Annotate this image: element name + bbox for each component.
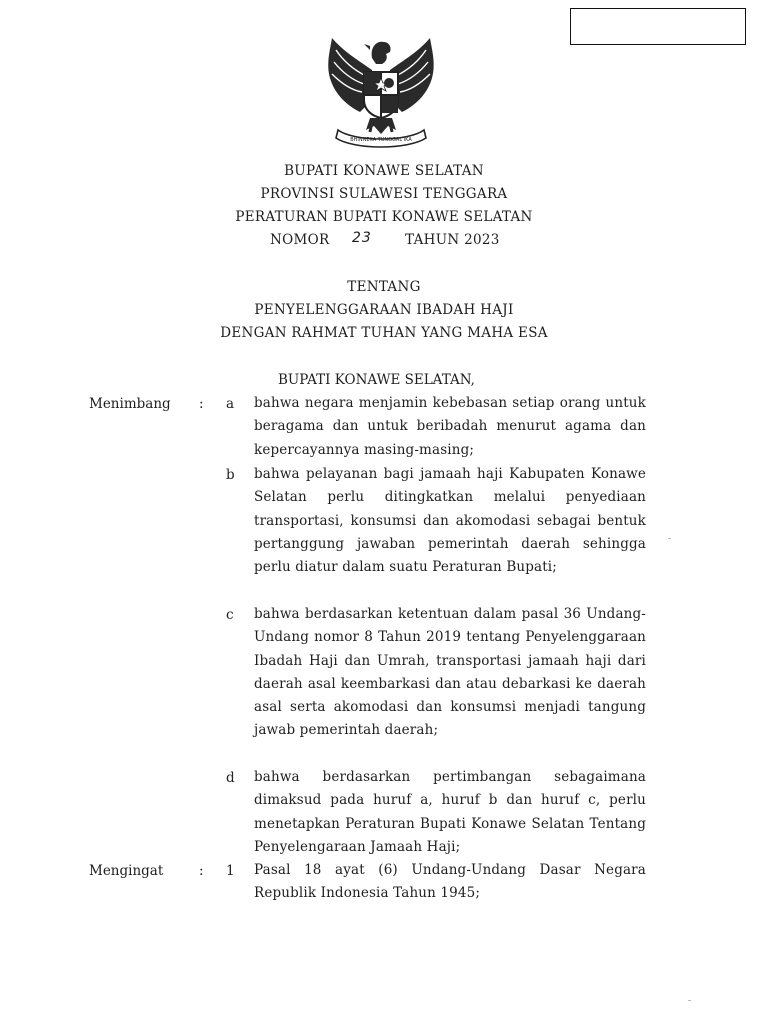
stamp-box	[570, 8, 746, 45]
menimbang-item-a: bahwa negara menjamin kebebasan setiap orang untuk beragama dan untuk beribadah menurut agama dan kepercayannya masing-masing;	[254, 395, 646, 458]
menimbang-label: Menimbang	[89, 396, 171, 412]
menimbang-marker-b: b	[226, 467, 235, 483]
menimbang-marker-d: d	[226, 770, 235, 786]
mengingat-item-1: Pasal 18 ayat (6) Undang-Undang Dasar Negara Republik Indonesia Tahun 1945;	[254, 862, 646, 902]
scan-speck	[668, 538, 671, 539]
garuda-emblem-icon	[314, 30, 448, 150]
nomor-label: NOMOR	[270, 232, 330, 248]
header-province: PROVINSI SULAWESI TENGGARA	[260, 186, 508, 202]
mengingat-marker-1: 1	[226, 863, 235, 879]
emblem-motto: BHINNEKA TUNGGAL IKA	[350, 137, 412, 143]
mengingat-colon: :	[199, 863, 204, 879]
title-subject: PENYELENGGARAAN IBADAH HAJI	[254, 302, 514, 318]
mengingat-label: Mengingat	[89, 863, 164, 879]
menimbang-colon: :	[199, 396, 204, 412]
scan-speck	[688, 1000, 691, 1001]
issuer-line: BUPATI KONAWE SELATAN,	[278, 372, 475, 388]
title-tentang: TENTANG	[347, 279, 421, 295]
menimbang-item-b: bahwa pelayanan bagi jamaah haji Kabupaten Konawe Selatan perlu ditingkatkan melalui penyediaan transportasi, konsumsi dan akomodasi sebagai bentuk pertanggung jawaban pemerintah daerah sehingga perlu diatur dalam suatu Peraturan Bupati;	[254, 466, 646, 576]
title-preamble: DENGAN RAHMAT TUHAN YANG MAHA ESA	[220, 325, 548, 341]
menimbang-item-d: bahwa berdasarkan pertimbangan sebagaimana dimaksud pada huruf a, huruf b dan huruf c, perlu menetapkan Peraturan Bupati Konawe Selatan Tentang Penyelengaraan Jamaah Haji;	[254, 769, 646, 855]
menimbang-item-c: bahwa berdasarkan ketentuan dalam pasal 36 Undang-Undang nomor 8 Tahun 2019 tentang Penyelenggaraan Ibadah Haji dan Umrah, transportasi jamaah haji dari daerah asal keembarkasi dan atau debarkasi ke daerah asal serta akomodasi dan konsumsi menjadi tangung jawab pemerintah daerah;	[254, 606, 646, 739]
nomor-value: 23	[352, 230, 372, 246]
header-regulation: PERATURAN BUPATI KONAWE SELATAN	[235, 209, 533, 225]
header-regent: BUPATI KONAWE SELATAN	[284, 163, 484, 179]
menimbang-marker-c: c	[226, 607, 234, 623]
tahun-label: TAHUN 2023	[405, 232, 500, 248]
menimbang-marker-a: a	[226, 396, 235, 412]
